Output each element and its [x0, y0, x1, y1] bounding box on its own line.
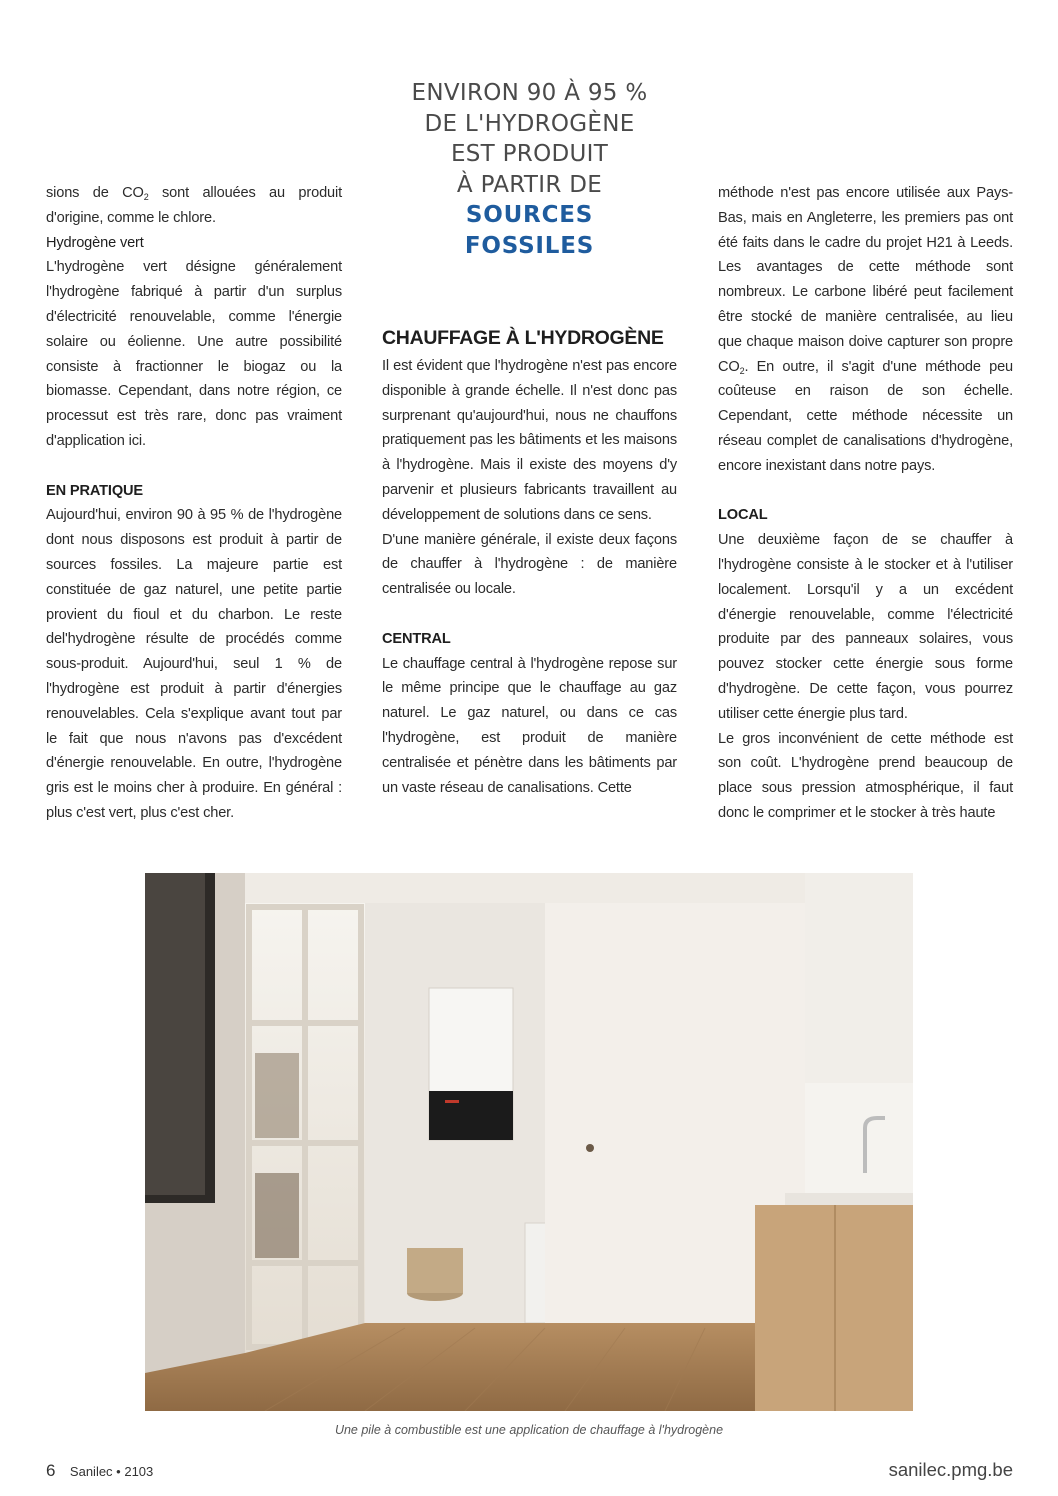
paragraph: Le gros inconvénient de cette méthode est son coût. L'hydrogène prend beaucoup de place sous pression atmosphérique, il faut donc le comprimer et le stocker à très haute: [718, 730, 1013, 821]
pull-quote-line: DE L'HYDROGÈNE: [424, 110, 635, 137]
paragraph: sions de $CO_2$ sont allouées au produit d'origine, comme le chlore.: [46, 185, 342, 226]
paragraph: Le chauffage central à l'hydrogène repose sur le même principe que le chauffage au gaz naturel. Le gaz naturel, ou dans ce cas l'hydrogène, est produit de manière centralisée et pénètre dans les bâtiments par un vaste réseau de canalisations. Cette: [382, 655, 677, 796]
article-column-3: [718, 181, 1013, 826]
section-title-hydrogen-heating: CHAUFFAGE À L'HYDROGÈNE: [382, 327, 664, 349]
section-heading-central: CENTRAL: [382, 630, 451, 647]
pull-quote-highlight: SOURCES: [465, 202, 594, 228]
subheading-green-hydrogen: Hydrogène vert: [46, 234, 144, 251]
paragraph: Il est évident que l'hydrogène n'est pas encore disponible à grande échelle. Il n'est donc pas surprenant qu'aujourd'hui, nous ne chauffons pratiquement pas les bâtiments et les maisons à l'hydrogène. Mais il existe des moyens d'y parvenir et plusieurs fabricants travaillent au développement de solutions dans ce sens.: [382, 358, 677, 523]
pull-quote-line: EST PRODUIT: [450, 141, 609, 167]
pull-quote: [362, 78, 697, 261]
interior-photo: [145, 873, 913, 1411]
paragraph: méthode n'est pas encore utilisée aux Pays-Bas, mais en Angleterre, les premiers pas ont été faits dans le cadre du projet H21 à Leeds. Les avantages de cette méthode sont nombreux. Le carbone libéré peut facilement être stocké de manière centralisée, au lieu que chaque maison doive capturer son propre $CO_2$. En outre, il s'agit d'une méthode peu coûteuse en raison de son échelle. Cependant, cette méthode nécessite un réseau complet de canalisations d'hydrogène, encore inexistant dans notre pays.: [718, 185, 1013, 474]
paragraph: Aujourd'hui, environ 90 à 95 % de l'hydrogène dont nous disposons est produit à partir de sources fossiles. La majeure partie est constituée de gaz naturel, une petite partie provient du fioul et du charbon. Le reste del'hydrogène résulte de procédés comme sous-produit. Aujourd'hui, seul 1 % de l'hydrogène est produit à partir d'énergies renouvelables. Cela s'explique avant tout par le fait que nous n'avons pas d'excédent d'énergie renouvelable. En outre, l'hydrogène gris est le moins cher à produire. En général : plus c'est vert, plus c'est cher.: [46, 507, 342, 821]
pull-quote-line: ENVIRON 90 À 95 %: [411, 80, 648, 106]
magazine-issue: Sanilec • 2103: [69, 1464, 154, 1479]
section-heading-local: LOCAL: [718, 507, 768, 524]
article-column-2: [382, 354, 677, 800]
page-number: 6: [46, 1461, 56, 1480]
pull-quote-highlight: FOSSILES: [464, 232, 595, 259]
paragraph: D'une manière générale, il existe deux façons de chauffer à l'hydrogène : de manière centralisée ou locale.: [382, 531, 677, 598]
website-link[interactable]: sanilec.pmg.be: [888, 1459, 1013, 1480]
article-column-1: [46, 181, 342, 826]
paragraph: L'hydrogène vert désigne généralement l'hydrogène fabriqué à partir d'un surplus d'électricité renouvelable, comme l'énergie solaire ou éolienne. Une autre possibilité consiste à fractionner le biogaz ou la biomasse. Cependant, dans notre région, ce processut est très rare, donc pas vraiment d'application ici.: [46, 259, 342, 449]
footer-left: [46, 1461, 153, 1481]
paragraph: Une deuxième façon de se chauffer à l'hydrogène consiste à le stocker et à l'utiliser localement. Lorsqu'il y a un excédent d'énergie renouvelable, comme l'électricité produite par des panneaux solaires, vous pouvez stocker cette énergie sous forme d'hydrogène. De cette façon, vous pourrez utiliser cette énergie plus tard.: [718, 532, 1013, 722]
section-heading-practice: EN PRATIQUE: [46, 482, 143, 499]
pull-quote-line: À PARTIR DE: [456, 171, 603, 198]
photo-caption: Une pile à combustible est une application de chauffage à l'hydrogène: [334, 1423, 724, 1437]
